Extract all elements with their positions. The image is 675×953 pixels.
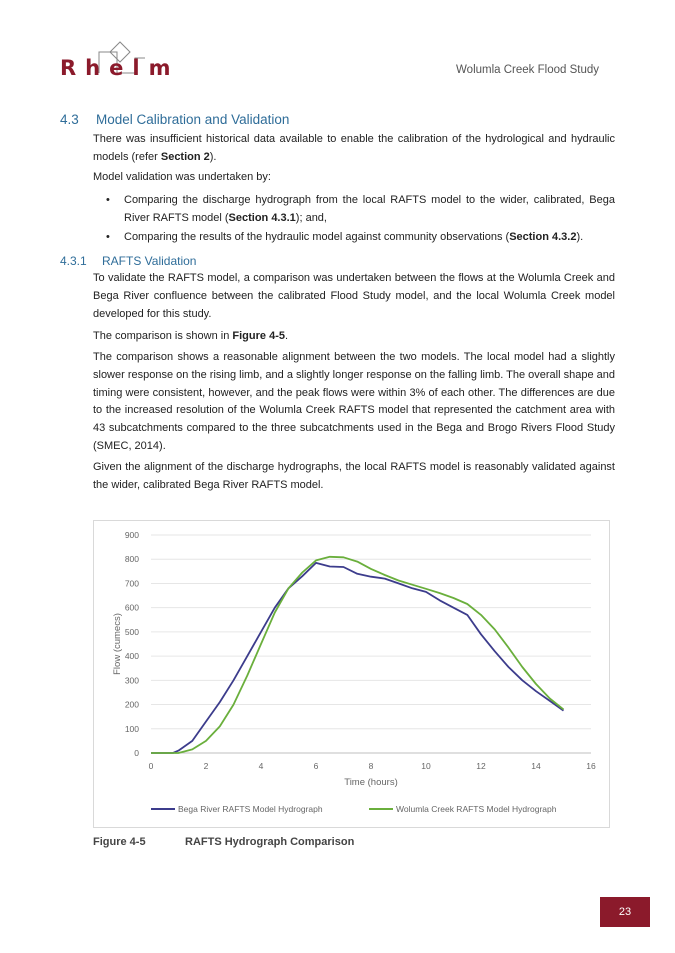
y-tick-label: 800	[124, 554, 139, 565]
list-item-text: Comparing the results of the hydraulic model against community observations (	[124, 230, 510, 243]
subsection-paragraph-4: Given the alignment of the discharge hydrographs, the local RAFTS model is reasonably validated against the wider, calibrated Bega River RAFTS model.	[93, 461, 615, 491]
x-tick-label: 2	[203, 761, 209, 771]
paragraph-text: There was insufficient historical data available to enable the calibration of the hydrological and hydraulic models (refer	[93, 133, 615, 163]
section-title: Model Calibration and Validation	[96, 112, 290, 127]
x-tick-label: 16	[586, 761, 596, 771]
y-axis-label: Flow (cumecs)	[112, 613, 123, 675]
y-tick-label: 0	[134, 748, 139, 758]
section-heading	[60, 112, 289, 127]
y-tick-label: 600	[124, 602, 139, 613]
rhelm-logo	[60, 40, 185, 80]
y-tick-label: 200	[124, 699, 139, 710]
paragraph-text: .	[284, 330, 289, 342]
subsection-paragraph-2	[93, 328, 615, 346]
legend-label: Wolumla Creek RAFTS Model Hydrograph	[396, 804, 557, 814]
section-reference: Section 4.3.1	[228, 211, 296, 224]
section-number: 4.3	[60, 112, 79, 127]
paragraph-text: The comparison is shown in	[93, 330, 233, 342]
hydrograph-chart	[93, 520, 610, 828]
figure-reference: Figure 4-5	[232, 330, 285, 342]
list-item-text: ); and,	[295, 211, 327, 224]
running-title: Wolumla Creek Flood Study	[456, 64, 599, 76]
logo-letter: m	[148, 56, 172, 80]
logo-letter: l	[132, 56, 141, 80]
x-tick-label: 12	[476, 761, 486, 771]
y-tick-label: 400	[124, 651, 139, 662]
x-tick-label: 10	[421, 761, 431, 771]
x-tick-label: 8	[368, 761, 374, 771]
list-item-text: Comparing the discharge hydrograph from the local RAFTS model to the wider, calibrated, Bega River RAFTS model (	[124, 194, 615, 224]
x-axis-label: Time (hours)	[344, 777, 398, 788]
legend-label: Bega River RAFTS Model Hydrograph	[178, 804, 323, 814]
subsection-paragraph-1: To validate the RAFTS model, a comparison was undertaken between the flows at the Wolumla Creek and Bega River confluence between the calibrated Flood Study model, and the local Wolumla Creek model developed for this study.	[93, 272, 615, 320]
subsection-title: RAFTS Validation	[102, 254, 197, 268]
x-tick-label: 0	[148, 761, 154, 771]
section-paragraph-2: Model validation was undertaken by:	[93, 171, 271, 183]
y-tick-label: 700	[124, 578, 139, 589]
section-reference: Section 4.3.2	[509, 230, 577, 243]
chart-canvas	[94, 521, 609, 827]
logo-letter: h	[85, 56, 102, 80]
logo-wordmark	[60, 56, 179, 80]
subsection-paragraph-3: The comparison shows a reasonable alignment between the two models. The local model had a slightly slower response on the rising limb, and a slightly longer response on the falling limb. The overall shape and timing were consistent, however, and the peak flows were within 3% of each other. The differences are due to the increased resolution of the Wolumla Creek RAFTS model that represented the catchment area with 43 subcatchments compared to the three subcatchments used in the Bega and Brogo Rivers Flood Study (SMEC, 2014).	[93, 351, 615, 452]
x-tick-label: 4	[258, 761, 264, 771]
x-tick-label: 6	[313, 761, 319, 771]
paragraph-text: ).	[209, 150, 217, 163]
subsection-heading	[60, 254, 196, 268]
section-reference: Section 2	[160, 150, 210, 163]
series-line	[151, 557, 564, 753]
subsection-number: 4.3.1	[60, 254, 87, 268]
series-line	[151, 563, 564, 753]
y-tick-label: 500	[124, 626, 139, 637]
list-item	[106, 229, 615, 247]
x-tick-label: 14	[531, 761, 541, 771]
list-item	[106, 192, 615, 228]
figure-title: RAFTS Hydrograph Comparison	[185, 836, 355, 848]
list-item-text: ).	[576, 230, 584, 243]
logo-letter: e	[109, 56, 125, 80]
y-tick-label: 300	[124, 675, 139, 686]
figure-label: Figure 4-5	[93, 836, 146, 848]
page-number: 23	[600, 897, 650, 927]
y-tick-label: 900	[124, 530, 139, 540]
figure-caption	[93, 836, 354, 848]
logo-letter: R	[60, 56, 78, 80]
section-paragraph-1	[93, 131, 615, 167]
y-tick-label: 100	[124, 723, 139, 734]
validation-list	[106, 192, 615, 246]
